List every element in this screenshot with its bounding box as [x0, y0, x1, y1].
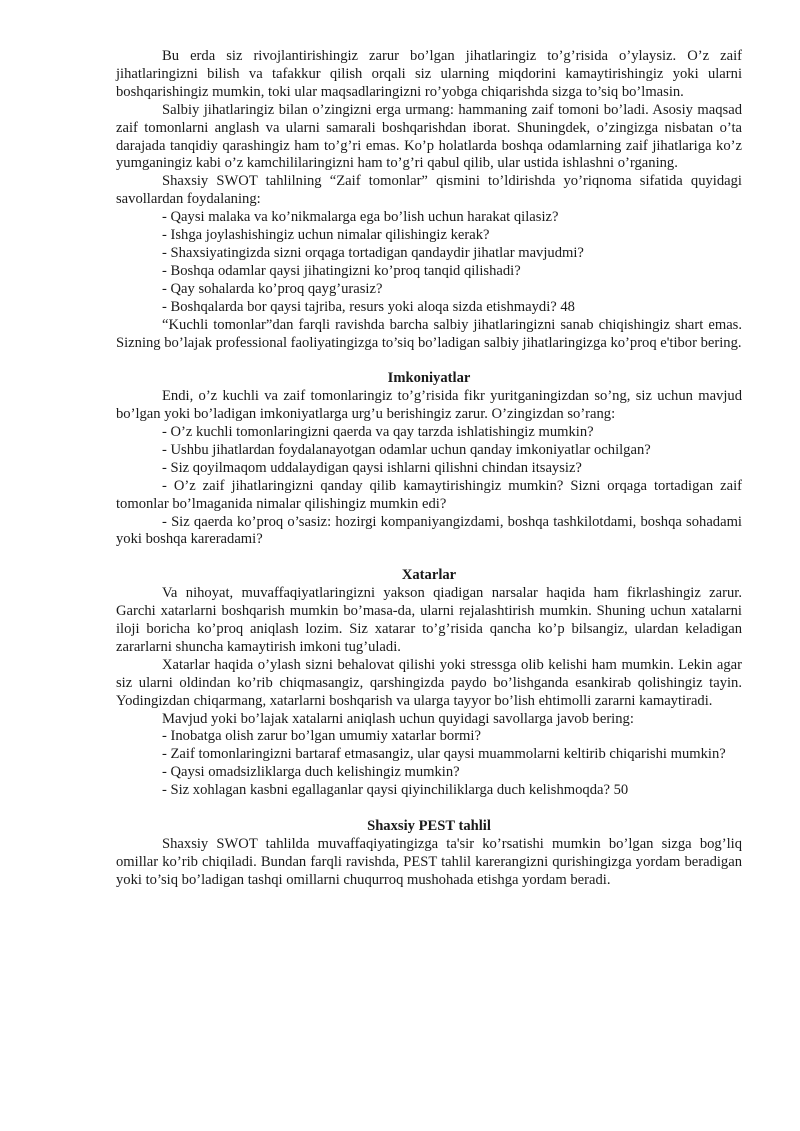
- paragraph-weaknesses-advice: Salbiy jihatlaringiz bilan o’zingizni erga urmang: hammaning zaif tomoni bo’ladi. Asosiy maqsad zaif tomonlarni anglash va ularni samarali boshqarishdan iborat. Shuningdek, o’zingizga nisbatan o’ta darajada tanqidiy qarashingiz ham to’g’ri emas. Ko’p holatlarda boshqa odamlarning zaif jihatlariga ko’z yumganingiz kabi o’z kamchililaringizni ham to’g’ri qabul qilib, ular ustida ishlashni o’rganing.: [116, 101, 742, 172]
- list-item: - Siz qoyilmaqom uddalaydigan qaysi ishlarni qilishni chindan itsaysiz?: [162, 459, 582, 476]
- list-item: - Boshqa odamlar qaysi jihatingizni ko’proq tanqid qilishadi?: [162, 262, 521, 279]
- paragraph-weaknesses-guide: Shaxsiy SWOT tahlilning “Zaif tomonlar” qismini to’ldirishda yo’riqnoma sifatida quyidagi savollardan foydalaning:: [116, 173, 742, 208]
- section-heading-opportunities: Imkoniyatlar: [387, 370, 471, 387]
- list-item: - Qaysi malaka va ko’nikmalarga ega bo’lish uchun harakat qilasiz?: [162, 209, 559, 226]
- list-item: - Shaxsiyatingizda sizni orqaga tortadigan qandaydir jihatlar mavjudmi?: [162, 244, 584, 261]
- section-heading-pest: Shaxsiy PEST tahlil: [367, 817, 491, 834]
- paragraph-threats-intro: Va nihoyat, muvaffaqiyatlaringizni yakson qiadigan narsalar haqida ham fikrlashingiz zarur. Garchi xatarlarni boshqarish mumkin bo’masa-da, ularni rejalashtirish mumkin. Shuning uchun xatalarni iloji boricha ko’proq aniqlash lozim. Siz xatarar to’g’risida qancha ko’p bilsangiz, ulardan keladigan zararlarni shuncha kamaytirish imkoni tug’uladi.: [116, 585, 742, 655]
- list-item: - Boshqalarda bor qaysi tajriba, resurs yoki aloqa sizda etishmaydi? 48: [162, 298, 575, 315]
- list-item: - Qaysi omadsizliklarga duch kelishingiz mumkin?: [162, 764, 460, 781]
- list-item: - Ushbu jihatlardan foydalanayotgan odamlar uchun qanday imkoniyatlar ochilgan?: [162, 441, 651, 458]
- paragraph-opportunities-intro: Endi, o’z kuchli va zaif tomonlaringiz to’g’risida fikr yuritganingizdan so’ng, siz uchun mavjud bo’lgan yoki bo’ladigan imkoniyatlarga urg’u berishingiz zarur. O’zingizdan so’rang:: [116, 388, 742, 423]
- list-item: - Ishga joylashishingiz uchun nimalar qilishingiz kerak?: [162, 227, 490, 244]
- list-item: - Qay sohalarda ko’proq qayg’urasiz?: [162, 280, 383, 297]
- document-page: [116, 48, 742, 890]
- list-item: - Siz xohlagan kasbni egallaganlar qaysi qiyinchiliklarga duch kelishmoqda? 50: [162, 782, 629, 799]
- paragraph-weaknesses-note: “Kuchli tomonlar”dan farqli ravishda barcha salbiy jihatlaringizni sanab chiqishingiz shart emas. Sizning bo’lajak professional faoliyatingizga to’siq bo’ladigan salbiy jihatlaringizga ko’proq e'tibor bering.: [116, 316, 742, 351]
- list-item: - Inobatga olish zarur bo’lgan umumiy xatarlar bormi?: [162, 728, 481, 745]
- paragraph-threats-questions: Mavjud yoki bo’lajak xatalarni aniqlash uchun quyidagi savollarga javob bering:: [162, 710, 634, 727]
- list-item: - Zaif tomonlaringizni bartaraf etmasangiz, ular qaysi muammolarni keltirib chiqarishi mumkin?: [162, 746, 726, 763]
- paragraph-weaknesses-intro: Bu erda siz rivojlantirishingiz zarur bo’lgan jihatlaringiz to’g’risida o’ylaysiz. O’z zaif jihatlaringizni bilish va tafakkur qilish orqali siz ularning miqdorini kamaytirishingiz yoki ularni boshqarishingiz mumkin, toki ular maqsadlaringizni ro’yobga chiqarishda sizga to’siq bo’lmasin.: [116, 48, 742, 100]
- paragraph-threats-stress: Xatarlar haqida o’ylash sizni behalovat qilishi yoki stressga olib kelishi ham mumkin. Lekin agar siz ularni oldindan ko’rib chiqmasangiz, qarshingizda paydo bo’lishganda esankirab qolishingiz tayin. Yodingizdan chiqarmang, xatarlarni boshqarish va ularga tayyor bo’lish ehtimolli zararni kamaytiradi.: [116, 656, 742, 709]
- list-item: - Siz qaerda ko’proq o’sasiz: hozirgi kompaniyangizdami, boshqa tashkilotdami, boshqa sohadami yoki boshqa kareradami?: [116, 513, 742, 548]
- paragraph-pest-intro: Shaxsiy SWOT tahlilda muvaffaqiyatingizga ta'sir ko’rsatishi mumkin bo’lgan sizga bog’liq omillar ko’rib chiqiladi. Bundan farqli ravishda, PEST tahlil karerangizni qurishingizga yordam beradigan yoki to’siq bo’ladigan tashqi omillarni chuqurroq mushohada etishga yordam beradi.: [116, 835, 742, 888]
- section-heading-threats: Xatarlar: [401, 567, 457, 584]
- list-item: - O’z kuchli tomonlaringizni qaerda va qay tarzda ishlatishingiz mumkin?: [162, 424, 594, 441]
- list-item: - O’z zaif jihatlaringizni qanday qilib kamaytirishingiz mumkin? Sizni orqaga tortadigan zaif tomonlar bo’lmaganida nimalar qilishingiz mumkin edi?: [116, 477, 742, 512]
